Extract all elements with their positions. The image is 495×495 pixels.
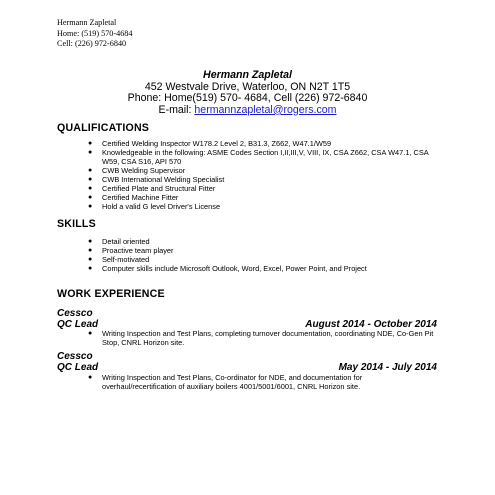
list-item: ● Knowledgeable in the following: ASME Codes Section I,II,III,V, VIII, IX, CSA Z662, CSA W47.1, CSA W59, CSA S16, API 570 xyxy=(88,148,429,166)
skills-heading: SKILLS xyxy=(57,218,96,230)
list-item: ● Hold a valid G level Driver's License xyxy=(88,202,221,211)
list-item: ● Certified Plate and Structural Fitter xyxy=(88,184,216,193)
list-item: ● Certified Welding Inspector W178.2 Level 2, B31.3, Z662, W47.1/W59 xyxy=(88,139,332,148)
bullet-icon: ● xyxy=(88,247,93,254)
list-item: ● Writing Inspection and Test Plans, completing turnover documentation, coordinating NDE, Co-Gen Pit Stop, CNRL Horizon site. xyxy=(88,329,434,347)
bullet-icon: ● xyxy=(88,149,93,156)
bullet-icon: ● xyxy=(88,176,93,183)
job-duties-list xyxy=(88,373,438,391)
job-dates: August 2014 - October 2014 xyxy=(305,319,437,330)
corner-name: Hermann Zapletal xyxy=(57,18,117,27)
bullet-icon: ● xyxy=(88,265,93,272)
job-duties-list xyxy=(88,329,438,347)
list-item: ● Self-motivated xyxy=(88,255,150,264)
list-item: ● Computer skills include Microsoft Outlook, Word, Excel, Power Point, and Project xyxy=(88,264,367,273)
header-email-line xyxy=(0,105,495,117)
bullet-icon: ● xyxy=(88,256,93,263)
header-address: 452 Westvale Drive, Waterloo, ON N2T 1T5 xyxy=(144,80,351,93)
bullet-icon: ● xyxy=(88,140,93,147)
bullet-icon: ● xyxy=(88,167,93,174)
qualifications-list xyxy=(88,139,438,211)
work-experience-heading: WORK EXPERIENCE xyxy=(57,288,165,300)
bullet-icon: ● xyxy=(88,238,93,245)
list-item: ● Proactive team player xyxy=(88,246,174,255)
bullet-icon: ● xyxy=(88,203,93,210)
corner-home-phone: Home: (519) 570-4684 xyxy=(57,28,133,38)
job-dates: May 2014 - July 2014 xyxy=(338,362,437,373)
job-employer: Cessco xyxy=(57,308,93,319)
header-phone: Phone: Home(519) 570- 4684, Cell (226) 972-6840 xyxy=(127,92,368,105)
header-name: Hermann Zapletal xyxy=(203,69,292,81)
corner-cell-phone: Cell: (226) 972-6840 xyxy=(57,39,127,49)
bullet-icon: ● xyxy=(88,374,93,381)
list-item: ● Certified Machine Fitter xyxy=(88,193,179,202)
email-label: E-mail: xyxy=(158,103,195,116)
list-item: ● CWB Welding Supervisor xyxy=(88,166,186,175)
resume-header xyxy=(0,70,495,116)
corner-contact-block xyxy=(57,18,133,50)
bullet-icon: ● xyxy=(88,194,93,201)
bullet-icon: ● xyxy=(88,330,93,337)
bullet-icon: ● xyxy=(88,185,93,192)
list-item: ● Detail oriented xyxy=(88,237,150,246)
list-item: ● CWB International Welding Specialist xyxy=(88,175,225,184)
qualifications-heading: QUALIFICATIONS xyxy=(57,122,150,134)
job-role: QC Lead xyxy=(57,319,99,330)
list-item: ● Writing Inspection and Test Plans, Co-ordinator for NDE, and documentation for overhaul/recertification of auxiliary boilers 4001/5001/6001, CNRL Horizon site. xyxy=(88,373,363,391)
job-role: QC Lead xyxy=(57,362,99,373)
skills-list xyxy=(88,237,438,273)
email-link[interactable]: hermannzapletal@rogers.com xyxy=(194,103,337,116)
job-employer: Cessco xyxy=(57,351,93,362)
